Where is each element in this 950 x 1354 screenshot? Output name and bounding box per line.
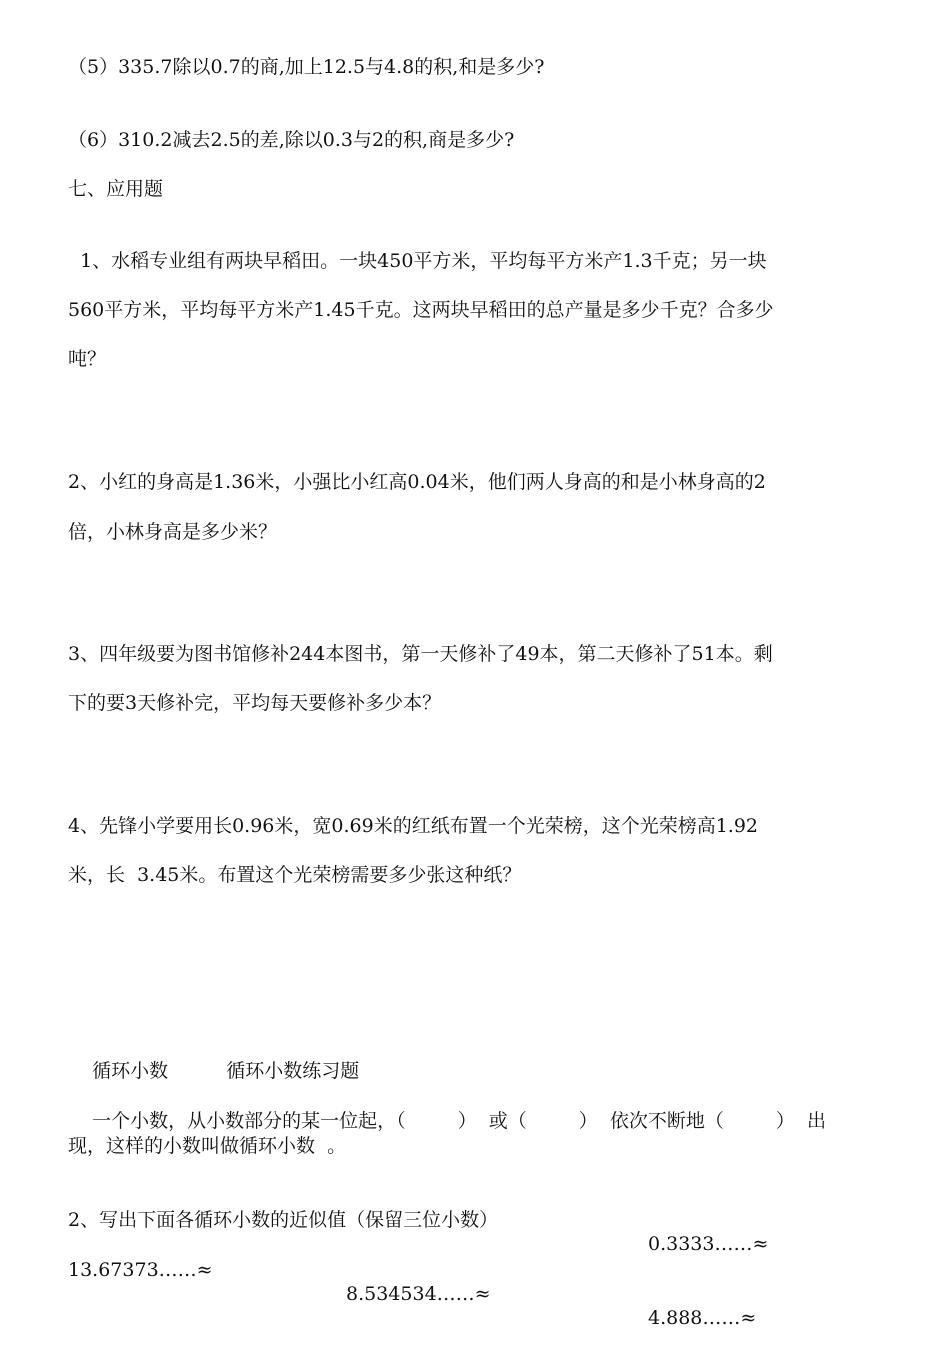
- approx-item-4: 4.888……≈: [648, 1307, 757, 1329]
- problem-3-line-2: 下的要3天修补完，平均每天要修补多少本？: [68, 692, 442, 714]
- approx-item-2: 13.67373……≈: [68, 1259, 213, 1281]
- definition-part-3: ） 依次不断地（: [578, 1110, 724, 1132]
- problem-2-line-1: 2、小红的身高是1.36米，小强比小红高0.04米，他们两人身高的和是小林身高的2: [68, 471, 766, 493]
- problem-1-line-3: 吨？: [68, 348, 107, 370]
- calc-question-5: （5）335.7除以0.7的商,加上12.5与4.8的积,和是多少?: [68, 56, 545, 78]
- approx-item-1: 0.3333……≈: [648, 1233, 769, 1255]
- recurring-heading-b: 循环小数练习题: [226, 1060, 360, 1082]
- problem-2-line-2: 倍，小林身高是多少米？: [68, 521, 278, 543]
- approx-item-3: 8.534534……≈: [346, 1283, 491, 1305]
- definition-part-2: ） 或（: [457, 1110, 527, 1132]
- recurring-heading-a: 循环小数: [92, 1060, 169, 1082]
- question-2-text: 2、写出下面各循环小数的近似值（保留三位小数）: [68, 1209, 499, 1231]
- problem-1-line-1: 1、水稻专业组有两块早稻田。一块450平方米，平均每平方米产1.3千克；另一块: [68, 250, 767, 272]
- problem-1-line-2: 560平方米，平均每平方米产1.45千克。这两块早稻田的总产量是多少千克？合多少: [68, 299, 774, 321]
- definition-line-2: 现，这样的小数叫做循环小数 。: [68, 1135, 347, 1157]
- problem-3-line-1: 3、四年级要为图书馆修补244本图书，第一天修补了49本，第二天修补了51本。剩: [68, 643, 773, 665]
- calc-question-6: （6）310.2减去2.5的差,除以0.3与2的积,商是多少?: [68, 129, 515, 151]
- problem-4-line-2: 米，长 3.45米。布置这个光荣榜需要多少张这种纸？: [68, 864, 522, 886]
- problem-4-line-1: 4、先锋小学要用长0.96米，宽0.69米的红纸布置一个光荣榜，这个光荣榜高1.92: [68, 815, 759, 837]
- definition-part-4: ） 出: [775, 1110, 826, 1132]
- definition-part-1: 一个小数，从小数部分的某一位起，（: [92, 1110, 406, 1132]
- section-title: 七、应用题: [68, 178, 164, 200]
